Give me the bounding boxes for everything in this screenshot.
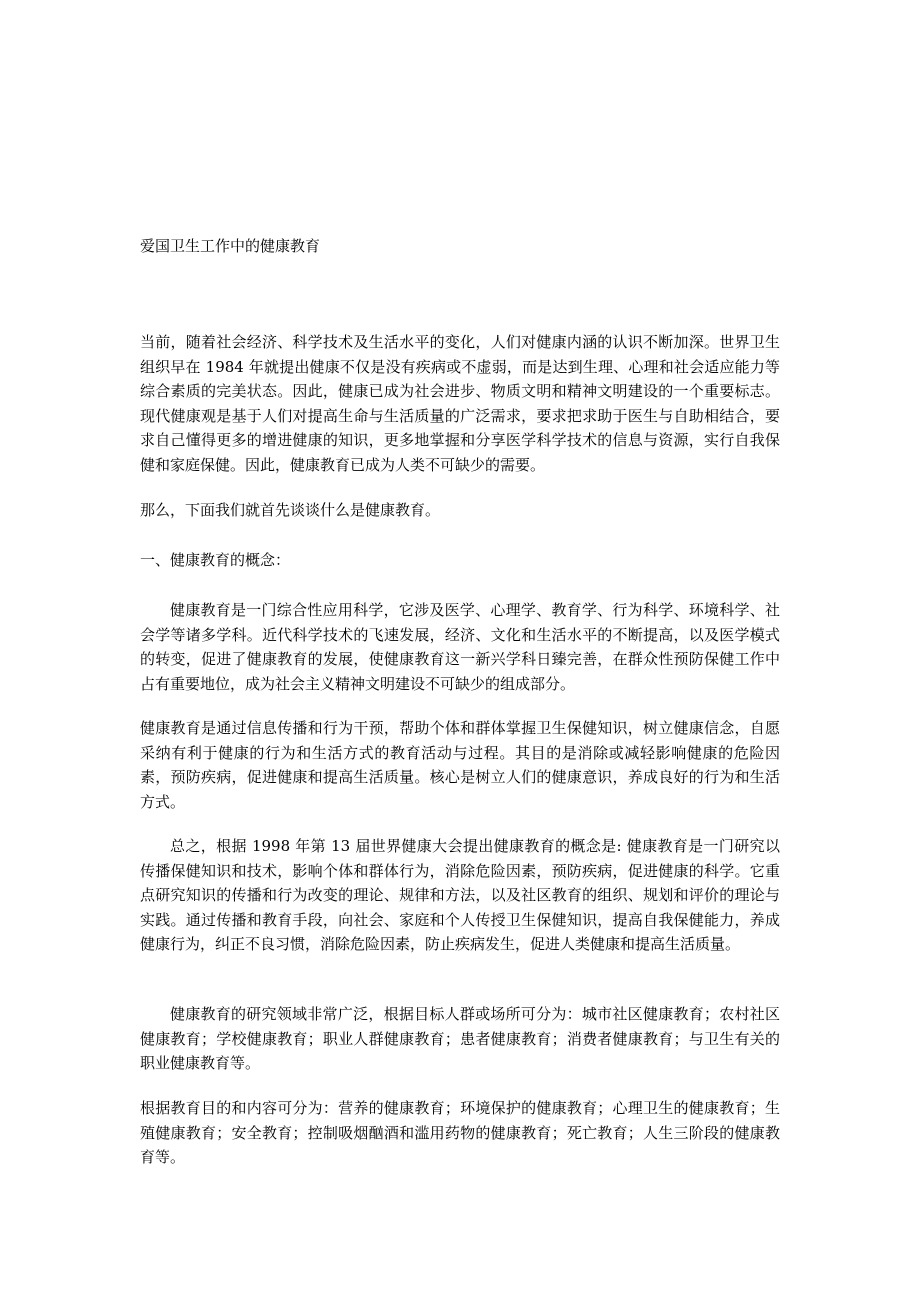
paragraph-research-fields: 健康教育的研究领域非常广泛，根据目标人群或场所可分为：城市社区健康教育；农村社区健康教育；学校健康教育；职业人群健康教育；患者健康教育；消费者健康教育；与卫生有关的职业健康教育等。 [140,1005,780,1073]
paragraph-content-categories: 根据教育目的和内容可分为：营养的健康教育；环境保护的健康教育；心理卫生的健康教育；生殖健康教育；安全教育；控制吸烟酗酒和滥用药物的健康教育；死亡教育；人生三阶段的健康教育等。 [140,1099,780,1167]
paragraph-transition: 那么，下面我们就首先谈谈什么是健康教育。 [140,501,441,519]
paragraph-summary: 总之，根据 1998 年第 13 届世界健康大会提出健康教育的概念是: 健康教育是一门研究以传播保健知识和技术，影响个体和群体行为，消除危险因素，预防疾病，促进健康的科学。它重点研究知识的传播和行为改变的理论、规律和方法，以及社区教育的组织、规划和评价的理论与实践。通过传播和教育手段，向社会、家庭和个人传授卫生保健知识，提高自我保健能力，养成健康行为，纠正不良习惯，消除危险因素，防止疾病发生，促进人类健康和提高生活质量。 [140,837,780,954]
paragraph-introduction: 当前，随着社会经济、科学技术及生活水平的变化，人们对健康内涵的认识不断加深。世界卫生组织早在 1984 年就提出健康不仅是没有疾病或不虚弱，而是达到生理、心理和社会适应能力等综合素质的完美状态。因此，健康已成为社会进步、物质文明和精神文明建设的一个重要标志。现代健康观是基于人们对提高生命与生活质量的广泛需求，要求把求助于医生与自助相结合，要求自己懂得更多的增进健康的知识，更多地掌握和分享医学科学技术的信息与资源，实行自我保健和家庭保健。因此，健康教育已成为人类不可缺少的需要。 [140,333,780,474]
paragraph-definition: 健康教育是通过信息传播和行为干预，帮助个体和群体掌握卫生保健知识，树立健康信念，自愿采纳有利于健康的行为和生活方式的教育活动与过程。其目的是消除或减轻影响健康的危险因素，预防疾病，促进健康和提高生活质量。核心是树立人们的健康意识，养成良好的行为和生活方式。 [140,719,780,811]
paragraph-discipline: 健康教育是一门综合性应用科学，它涉及医学、心理学、教育学、行为科学、环境科学、社会学等诸多学科。近代科学技术的飞速发展，经济、文化和生活水平的不断提高，以及医学模式的转变，促进了健康教育的发展，使健康教育这一新兴学科日臻完善，在群众性预防保健工作中占有重要地位，成为社会主义精神文明建设不可缺少的组成部分。 [140,601,780,693]
document-title: 爱国卫生工作中的健康教育 [140,237,321,255]
section-heading-concept: 一、健康教育的概念： [140,551,291,569]
